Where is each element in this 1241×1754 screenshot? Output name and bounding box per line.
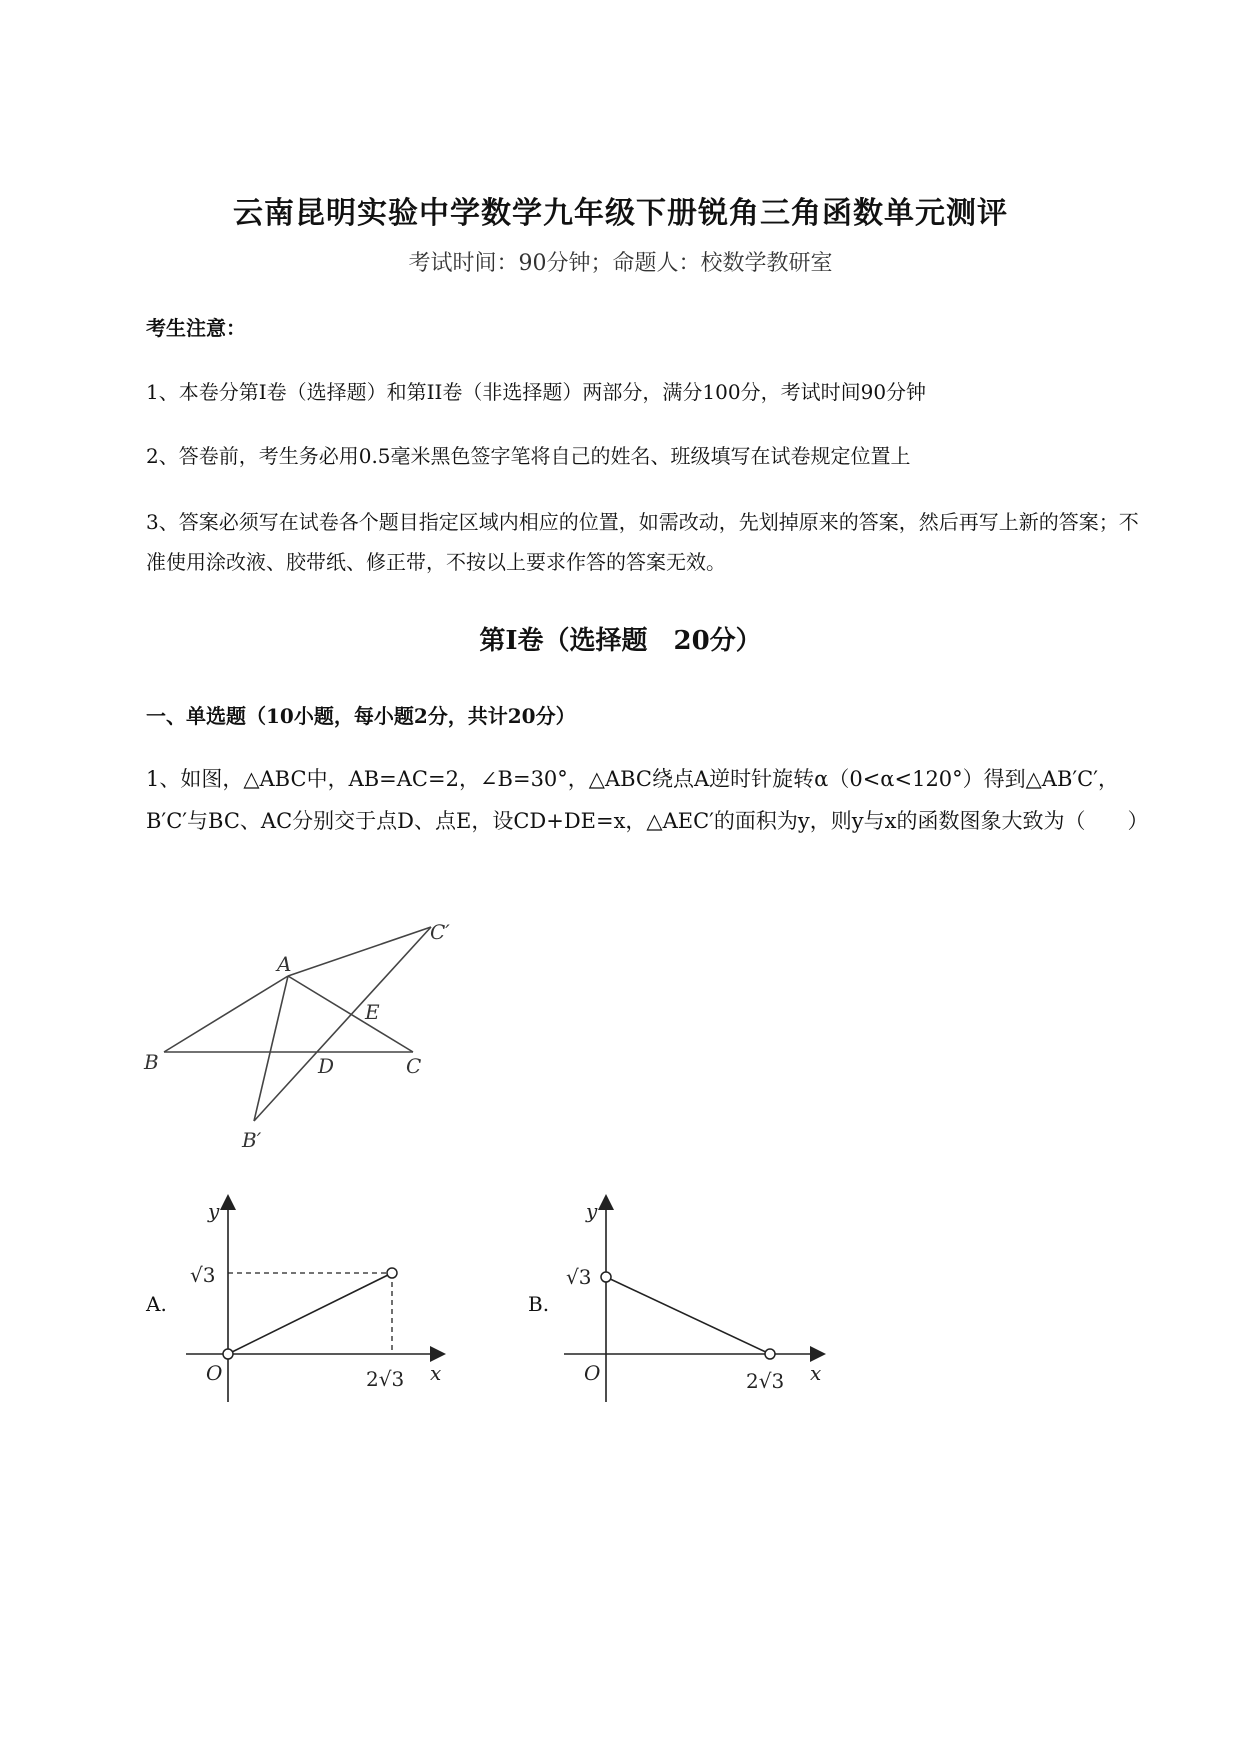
label-c-prime: C′ <box>430 920 450 944</box>
option-b-graph <box>560 1190 840 1410</box>
y-mark-label: √3 <box>190 1263 216 1287</box>
origin-label: O <box>206 1361 223 1385</box>
open-point-x <box>765 1349 775 1359</box>
document-title: 云南昆明实验中学数学九年级下册锐角三角函数单元测评 <box>233 196 1008 231</box>
notice-item-1: 1、本卷分第I卷（选择题）和第II卷（非选择题）两部分，满分100分，考试时间90分钟 <box>146 380 927 404</box>
option-a-graph <box>180 1190 460 1410</box>
segment-ab <box>164 976 288 1052</box>
x-mark-label: 2√3 <box>746 1369 785 1393</box>
y-mark-label: √3 <box>566 1265 592 1289</box>
x-axis-label: x <box>430 1361 442 1385</box>
y-axis-label: y <box>586 1199 598 1223</box>
graph-line <box>606 1277 770 1354</box>
segment-ab1 <box>254 976 288 1121</box>
label-e: E <box>365 1000 380 1024</box>
notice-heading: 考生注意： <box>146 316 246 340</box>
notice-item-2: 2、答卷前，考生务必用0.5毫米黑色签字笔将自己的姓名、班级填写在试卷规定位置上 <box>146 444 911 468</box>
x-axis-label: x <box>810 1361 822 1385</box>
open-point-end <box>387 1268 397 1278</box>
part-title: 第I卷（选择题 20分） <box>479 626 762 656</box>
notice-item-3: 3、答案必须写在试卷各个题目指定区域内相应的位置，如需改动，先划掉原来的答案，然后再写上新的答案；不准使用涂改液、胶带纸、修正带，不按以上要求作答的答案无效。 <box>146 510 1139 574</box>
exam-info: 考试时间：90分钟；命题人：校数学教研室 <box>408 251 833 276</box>
x-mark-label: 2√3 <box>366 1367 405 1391</box>
triangle-figure <box>140 915 470 1155</box>
label-c: C <box>406 1054 422 1078</box>
label-d: D <box>318 1054 335 1078</box>
origin-label: O <box>584 1361 601 1385</box>
label-b-prime: B′ <box>242 1128 262 1152</box>
option-a-label: A. <box>146 1292 167 1316</box>
question-1-text: 1、如图，△ABC中，AB=AC=2，∠B=30°，△ABC绕点A逆时针旋转α（0<α<120°）得到△AB′C′，B′C′与BC、AC分别交于点D、点E，设CD+DE=x，△AEC′的面积为y，则y与x的函数图象大致为（ ） <box>146 767 1149 833</box>
open-point-y <box>601 1272 611 1282</box>
graph-line <box>228 1273 392 1354</box>
y-axis-label: y <box>208 1199 220 1223</box>
section-heading: 一、单选题（10小题，每小题2分，共计20分） <box>146 704 576 728</box>
label-b: B <box>144 1050 159 1074</box>
option-b-label: B. <box>528 1292 550 1316</box>
open-point-origin <box>223 1349 233 1359</box>
label-a: A <box>277 952 292 976</box>
segment-ac <box>288 976 413 1052</box>
